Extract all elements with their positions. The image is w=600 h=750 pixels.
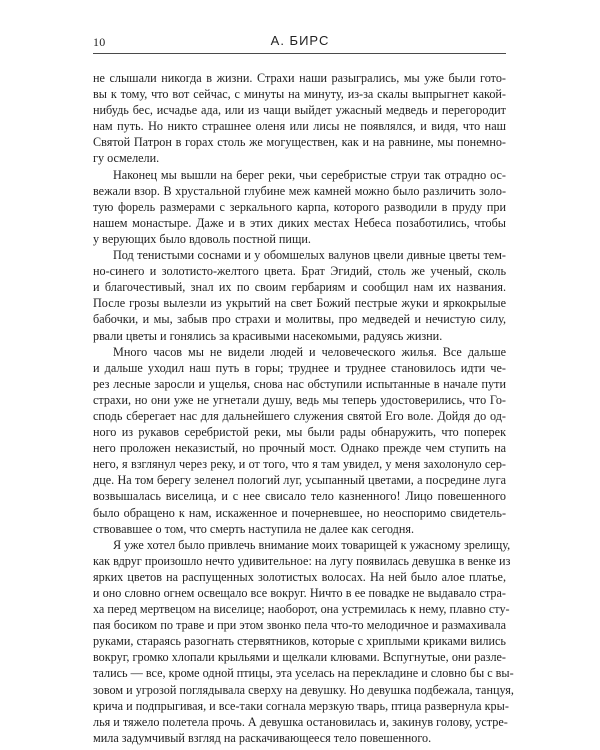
text-line: бабочки, и мы, забыв про страхи и молитвы, про медведей и нечистую силу, [93, 312, 506, 327]
text-line: и оно словно огнем освещало все вокруг. Ничто в ее повадке не выдавало стра- [93, 586, 506, 600]
text-line: него проложен неказистый, но прочный мост. Однако прежде чем ступить на [93, 441, 506, 456]
text-line: сподь сберегает нас для дальнейшего служения святой Его воле. Дойдя до од- [93, 408, 506, 423]
text-line: нашем монастыре. Даже и в этих диких местах Небеса позаботились, чтобы [93, 215, 506, 230]
text-line: нам путь. Но никто страшнее оленя или лисы не появлялся, и видя, что наш [93, 119, 506, 134]
text-line: вежали взор. В хрустальной глубине меж камней можно было различить золо- [93, 183, 506, 198]
text-line: него, я взглянул через реку, и от того, что я там увидел, у меня захолонуло сер- [93, 457, 506, 472]
text-line: руками, стараясь разогнать стервятников, которые с хриплыми криками вились [93, 634, 506, 649]
text-line: После грозы вылезли из укрытий на свет Божий пестрые жуки и яркокрылые [93, 296, 506, 311]
text-line: лья и тяжело полетела прочь. А девушка остановилась и, закинув голову, устре- [93, 714, 508, 729]
text-line: и дальше уходил наш путь в горы; труднее и труднее становилось идти че- [93, 360, 506, 375]
text-line: Много часов мы не видели людей и человеческого жилья. Все дальше [113, 344, 506, 359]
text-line: не слышали никогда в жизни. Страхи наши разыгрались, мы уже были гото- [93, 71, 506, 85]
text-line: ствовавшее о том, что смерть наступила не далее как сегодня. [93, 521, 415, 536]
paragraph [93, 247, 506, 344]
text-line: и благочестивый, знал их по своим гербариям и сообщил нам их названия. [93, 280, 506, 295]
body-text [93, 70, 514, 746]
text-line: нибудь бес, исчадье ада, или из чащи выйдет ужасный медведь и перегородит [93, 103, 506, 118]
text-line: как вдруг произошло нечто удивительное: на лугу появилась девушка в венке из [93, 553, 511, 568]
text-line: рез лесные заросли и ущелья, снова нас обступили испытанные в начале пути [93, 376, 506, 391]
text-line: Я уже хотел было привлечь внимание моих товарищей к ужасному зрелищу, [113, 537, 511, 552]
paragraph [93, 70, 506, 167]
header-divider [93, 53, 506, 54]
text-line: возвышалась виселица, и с нее свисало тело казненного! Лицо повешенного [93, 489, 506, 504]
text-line: тую форель размерами с зеркального карпа, которого разводили в пруду при [93, 199, 506, 214]
text-line: вокруг, громко хлопали крыльями и щелкали клювами. Вспугнутые, они разле- [93, 650, 506, 665]
text-line: было обращено к нам, искаженное и почерневшее, но неоспоримо свидетель- [93, 505, 506, 520]
text-line: пая босиком по траве и при этом звонко пела что-то мелодичное и размахивала [93, 618, 506, 633]
text-line: Наконец мы вышли на берег реки, чьи серебристые струи так отрадно ос- [113, 167, 506, 182]
text-line: крича и подпрыгивая, и все-таки согнала мерзкую тварь, птица развернула кры- [93, 698, 509, 713]
text-line: но-синего и золотисто-желтого цвета. Брат Эгидий, столь же ученый, сколь [93, 264, 506, 279]
paragraph [93, 167, 506, 247]
text-line: мила задумчивый взгляд на раскачивающееся тело повешенного. [93, 730, 432, 745]
text-line: тались — все, кроме одной птицы, эта уселась на перекладине и словно бы с вы- [93, 666, 514, 681]
page-number: 10 [93, 35, 106, 49]
text-line: ярких цветов на распущенных золотистых волосах. На ней было алое платье, [93, 569, 506, 584]
text-line: страхи, но они уже не угнетали душу, ведь мы теперь удостоверились, что Го- [93, 392, 506, 407]
text-line: рвали цветы и гонялись за красивыми насекомыми, радуясь жизни. [93, 328, 443, 343]
text-line: гу осмелели. [93, 151, 160, 166]
text-line: дце. На том берегу зеленел пологий луг, усыпанный цветами, а посредине луга [93, 473, 506, 488]
text-line: Под тенистыми соснами и у обомшелых валунов цвели дивные цветы тем- [113, 248, 506, 263]
paragraph [93, 537, 514, 746]
paragraph [93, 344, 506, 537]
text-line: у верующих было вдоволь постной пищи. [93, 231, 311, 246]
text-line: Святой Патрон в горах столь же могуществен, как и на равнине, мы понемно- [93, 135, 506, 150]
text-line: зовом и угрозой поглядывала сверху на девушку. Но девушка подбежала, танцуя, [93, 682, 514, 697]
running-head-title: А. БИРС [270, 33, 330, 48]
text-line: ного из рукавов серебристой реки, мы были рады обнаружить, что поперек [93, 425, 506, 440]
text-line: ха перед мертвецом на виселице; наоборот, она устремилась к нему, плавно сту- [93, 602, 510, 617]
text-line: вы к тому, что вот сейчас, с минуты на минуту, из-за скалы выпрыгнет какой- [93, 87, 506, 102]
